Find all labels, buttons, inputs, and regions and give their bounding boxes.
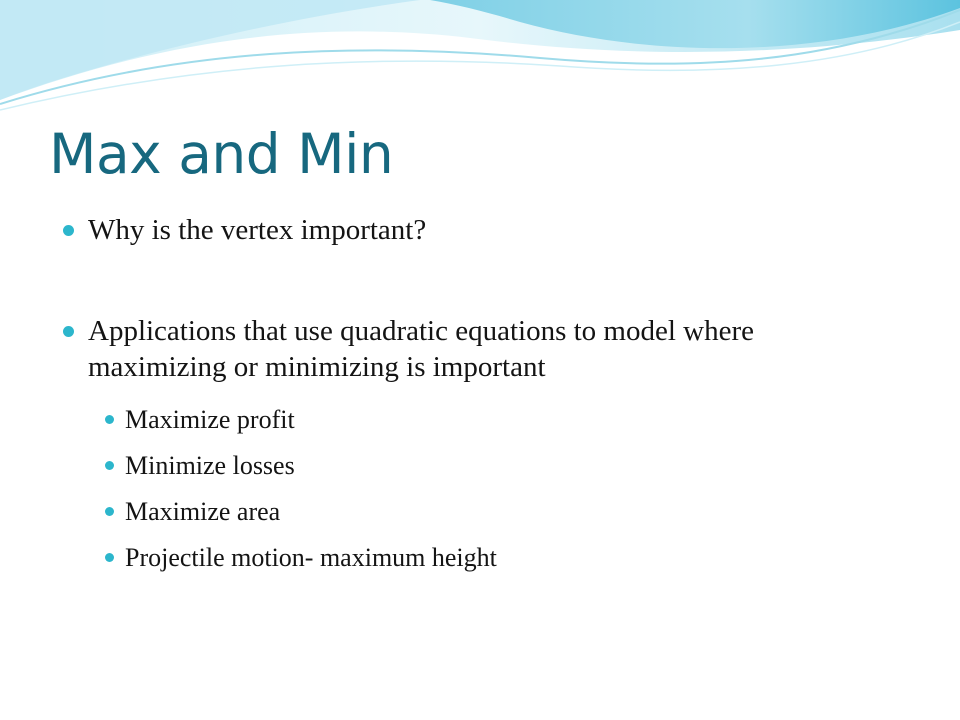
sub-bullet-marker-icon	[105, 553, 114, 562]
bullet-item	[88, 313, 888, 385]
bullet-marker-icon	[63, 326, 74, 337]
bullet-item	[88, 212, 888, 248]
sub-bullet-marker-icon	[105, 461, 114, 470]
sub-bullet-text: Maximize area	[125, 497, 281, 526]
sub-bullet-item	[125, 404, 295, 436]
sub-bullet-item	[125, 496, 280, 528]
sub-bullet-text: Maximize profit	[125, 405, 295, 434]
sub-bullet-marker-icon	[105, 507, 114, 516]
sub-bullet-item	[125, 450, 295, 482]
bullet-text: Applications that use quadratic equations to model where maximizing or minimizing is important	[88, 315, 755, 383]
sub-bullet-marker-icon	[105, 415, 114, 424]
sub-bullet-item	[125, 542, 497, 574]
bullet-text: Why is the vertex important?	[88, 214, 427, 246]
bullet-marker-icon	[63, 225, 74, 236]
sub-bullet-text: Minimize losses	[125, 451, 295, 480]
slide-title: Max and Min	[49, 122, 394, 186]
sub-bullet-text: Projectile motion- maximum height	[125, 543, 497, 572]
